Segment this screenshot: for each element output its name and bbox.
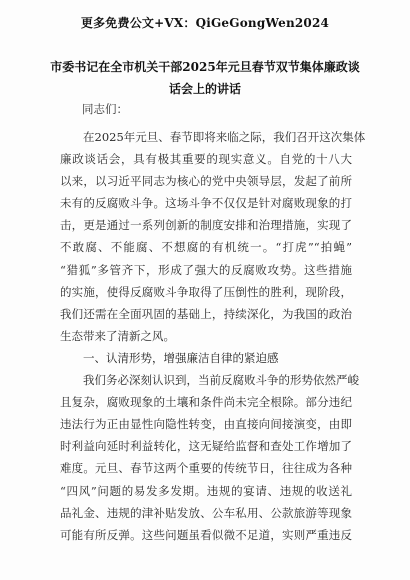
body-line: 品礼金、违规的津补贴发放、公车私用、公款旅游等现象 <box>60 505 352 520</box>
body-line: 生态带来了清新之风。 <box>60 328 175 343</box>
salutation: 同志们： <box>82 102 128 116</box>
document-body <box>60 126 366 546</box>
body-line: 我们务必深刻认识到，当前反腐败斗争的形势依然严峻 <box>83 373 359 388</box>
promo-banner: 更多免费公文+VX：QiGeGongWen2024 <box>80 16 330 30</box>
body-line: 未有的反腐败斗争。这场斗争不仅仅是针对腐败现象的打 <box>60 196 352 211</box>
body-line: 且复杂，腐败现象的土壤和条件尚未完全根除。部分违纪 <box>60 395 352 410</box>
body-line: “四风”问题的易发多发期。违规的宴请、违规的收送礼 <box>60 483 352 498</box>
body-line: 时利益向延时利益转化，这无疑给监督和查处工作增加了 <box>60 439 352 454</box>
document-title <box>40 56 370 100</box>
title-line-1: 市委书记在全市机关干部2025年元旦春节双节集体廉政谈 <box>50 60 360 74</box>
body-line: 廉政谈话会，具有极其重要的现实意义。自党的十八大 <box>60 152 352 167</box>
body-line: 以来，以习近平同志为核心的党中央领导层，发起了前所 <box>60 174 352 189</box>
body-line: 不敢腐、不能腐、不想腐的有机统一。“打虎”“拍蝇” <box>60 240 352 255</box>
body-line: “猎狐”多管齐下，形成了强大的反腐败攻势。这些措施 <box>60 262 352 277</box>
title-line-2: 话会上的讲话 <box>168 82 241 97</box>
body-line: 的实施，使得反腐败斗争取得了压倒性的胜利，现阶段， <box>60 284 352 299</box>
body-line: 我们还需在全面巩固的基础上，持续深化，为我国的政治 <box>60 306 352 321</box>
body-line: 可能有所反弹。这些问题虽看似微不足道，实则严重违反 <box>60 527 352 542</box>
body-line: 击，更是通过一系列创新的制度安排和治理措施，实现了 <box>60 218 352 233</box>
body-line: 违法行为正由显性向隐性转变，由直接向间接演变，由即 <box>60 417 352 432</box>
section-heading: 一、认清形势，增强廉洁自律的紧迫感 <box>83 350 279 365</box>
body-line: 在2025年元旦、春节即将来临之际，我们召开这次集体 <box>83 130 366 144</box>
body-line: 难度。元旦、春节这两个重要的传统节日，往往成为各种 <box>60 461 352 476</box>
